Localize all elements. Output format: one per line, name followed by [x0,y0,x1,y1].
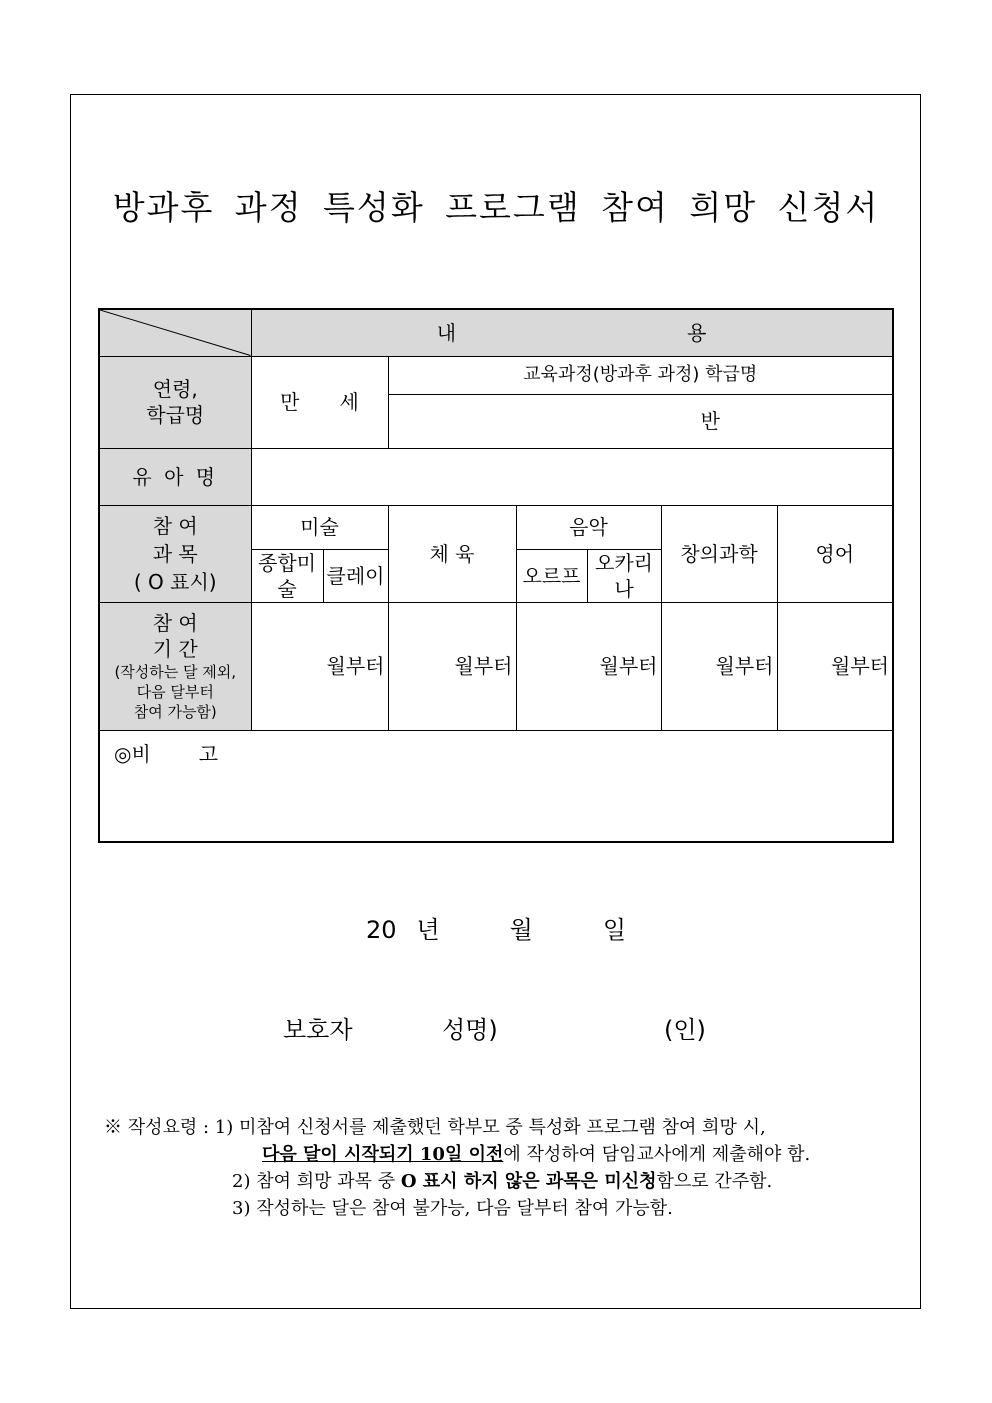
period-label-line3: (작성하는 달 제외, [114,662,237,681]
instruction-3 [104,1195,810,1222]
instruction-1-cont [104,1141,810,1168]
instructions [104,1114,810,1222]
period-label-line4: 다음 달부터 [136,682,214,701]
page-title: 방과후 과정 특성화 프로그램 참여 희망 신청서 [112,188,880,227]
diagonal-header-cell [99,309,251,356]
subject-english[interactable]: 영어 [777,505,893,602]
content-header [251,309,893,356]
date-year: 20 [365,916,397,944]
note-2-post: 함으로 간주함. [656,1171,773,1192]
period-label-line5: 참여 가능함) [133,703,217,722]
subjects-label-line3: ( O 표시) [133,569,217,594]
subject-art[interactable]: 미술 [251,505,388,549]
subjects-label [99,505,251,602]
subject-pe[interactable]: 체 육 [388,505,516,602]
child-name-label: 유 아 명 [99,448,251,505]
period-english[interactable]: 월부터 [777,602,893,730]
remarks-go: 고 [198,741,219,766]
subjects-label-line1: 참 여 [152,513,198,538]
age-se-text: 세 [339,390,359,414]
guardian-label: 보호자 [283,1016,353,1044]
child-name-field[interactable] [251,448,893,505]
note-2-number: 2) [232,1171,251,1192]
guardian-name: 성명) [442,1016,498,1044]
note-1-rest: 에 작성하여 담임교사에게 제출해야 함. [503,1144,811,1165]
instruction-1 [104,1114,810,1141]
subjects-label-line2: 과 목 [152,541,198,566]
period-music[interactable]: 월부터 [516,602,661,730]
age-man-text: 만 [280,390,300,414]
guardian-seal: (인) [664,1016,706,1044]
class-name-label: 학급명 [146,403,205,427]
note-1-number: 1) [214,1117,234,1138]
date-wol: 월 [509,916,533,944]
application-form-table [98,308,894,843]
remarks-bi: 비 [131,741,151,766]
subject-art-clay[interactable]: 클레이 [323,549,388,602]
class-name-title: 교육과정(방과후 과정) 학급명 [388,356,893,394]
age-field[interactable] [251,356,388,448]
subject-science[interactable]: 창의과학 [661,505,777,602]
remarks-field[interactable] [99,730,893,842]
note-3-text: 작성하는 달은 참여 불가능, 다음 달부터 참여 가능함. [256,1198,673,1219]
instruction-2 [104,1168,810,1195]
header-nae: 내 [436,320,457,345]
subject-art-general[interactable]: 종합미술 [251,549,323,602]
note-1-text: 미참여 신청서를 제출했던 학부모 중 특성화 프로그램 참여 희망 시, [239,1117,766,1138]
age-class-label [99,356,251,448]
note-mark: ※ 작성요령 : [104,1117,210,1138]
date-nyeon: 년 [416,916,440,944]
note-2-pre: 참여 희망 과목 중 [256,1171,401,1192]
period-art[interactable]: 월부터 [251,602,388,730]
age-label: 연령, [152,377,198,401]
date-il: 일 [602,916,627,944]
period-pe[interactable]: 월부터 [388,602,516,730]
subject-music-orff[interactable]: 오르프 [516,549,587,602]
class-name-field[interactable] [388,394,893,448]
period-label-line1: 참 여 [152,610,198,635]
subject-music-ocarina[interactable]: 오카리나 [587,549,661,602]
period-label-line2: 기 간 [152,636,198,661]
remarks-bullet-icon: ◎ [114,741,132,766]
header-yong: 용 [687,320,707,345]
date-line [0,910,992,945]
note-1-deadline: 다음 달이 시작되기 10일 이전 [262,1144,504,1165]
remarks-label [114,741,218,767]
note-3-number: 3) [232,1198,251,1219]
period-label [99,602,251,730]
period-science[interactable]: 월부터 [661,602,777,730]
note-2-bold: O 표시 하지 않은 과목은 미신청 [400,1171,657,1192]
class-ban-text: 반 [700,409,720,433]
subject-music[interactable]: 음악 [516,505,661,549]
